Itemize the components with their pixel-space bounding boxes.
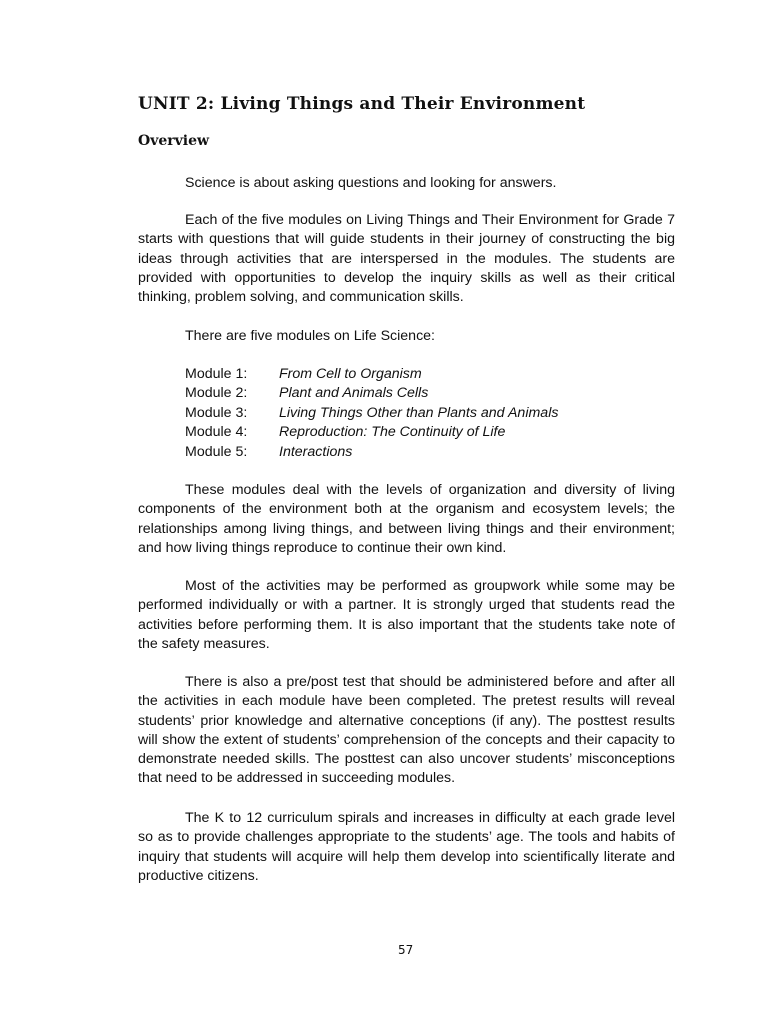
paragraph-groupwork: Most of the activities may be performed as groupwork while some may be performed individually or with a partner. It is strongly urged that students read the activities before performing them. It is also important that the students take note of the safety measures.	[138, 578, 675, 652]
page-number: 57	[398, 943, 414, 957]
module-number: Module 4:	[185, 424, 248, 441]
module-name: Reproduction: The Continuity of Life	[279, 424, 506, 441]
module-name: From Cell to Organism	[279, 366, 422, 382]
list-item	[185, 443, 558, 462]
module-number: Module 5:	[185, 443, 248, 460]
list-item	[185, 384, 558, 403]
list-item	[185, 423, 558, 442]
paragraph-intro: Science is about asking questions and looking for answers.	[185, 175, 557, 191]
paragraph-module-count: There are five modules on Life Science:	[185, 328, 435, 344]
section-heading-overview: Overview	[138, 133, 210, 149]
paragraph-pre-post-test: There is also a pre/post test that should be administered before and after all the activities in each module have been completed. The pretest results will reveal students’ prior knowledge and alternative conceptions (if any). The posttest results will show the extent of students’ comprehension of the concepts and their capacity to demonstrate needed skills. The posttest can also uncover students’ misconceptions that need to be addressed in succeeding modules.	[138, 674, 675, 787]
paragraph-modules-description: Each of the five modules on Living Things and Their Environment for Grade 7 starts with questions that will guide students in their journey of constructing the big ideas through activities that are interspersed in the modules. The students are provided with opportunities to develop the inquiry skills as well as their critical thinking, problem solving, and communication skills.	[138, 212, 675, 306]
module-name: Living Things Other than Plants and Animals	[279, 404, 559, 421]
list-item	[185, 404, 558, 423]
list-item	[185, 365, 558, 384]
module-number: Module 3:	[185, 404, 248, 421]
module-number: Module 1:	[185, 366, 248, 382]
module-name: Plant and Animals Cells	[279, 385, 429, 402]
unit-title: UNIT 2: Living Things and Their Environment	[138, 94, 586, 114]
module-number: Module 2:	[185, 385, 248, 402]
module-list	[185, 365, 558, 462]
paragraph-k-to-12: The K to 12 curriculum spirals and increases in difficulty at each grade level so as to provide challenges appropriate to the students’ age. The tools and habits of inquiry that students will acquire will help them develop into scientifically literate and productive citizens.	[138, 810, 675, 884]
paragraph-levels-of-organization: These modules deal with the levels of organization and diversity of living components of the environment both at the organism and ecosystem levels; the relationships among living things, and between living things and their environment; and how living things reproduce to continue their own kind.	[138, 482, 675, 556]
module-name: Interactions	[279, 443, 353, 460]
